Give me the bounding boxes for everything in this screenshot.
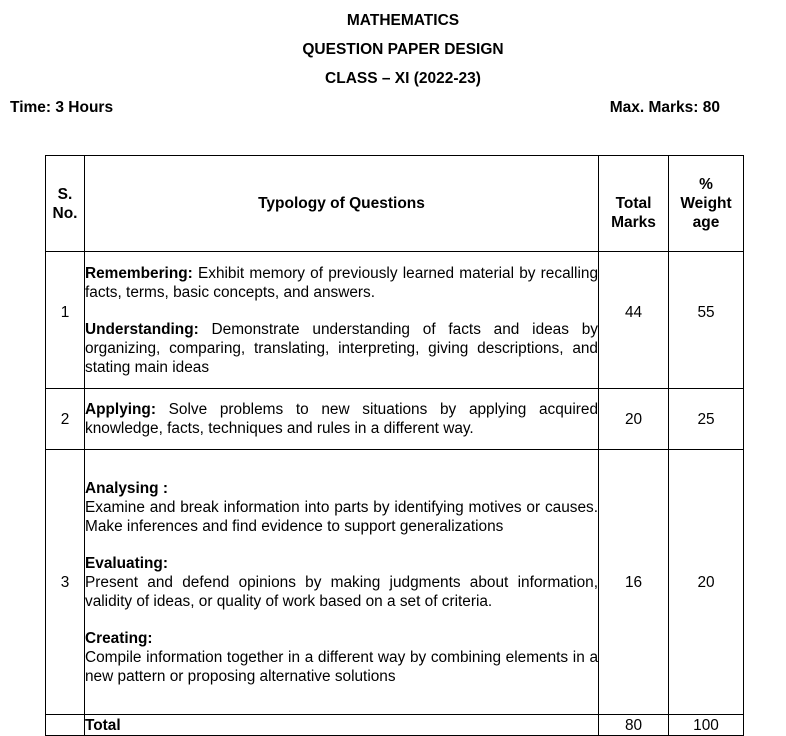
level-creating xyxy=(85,629,598,686)
header-total-line1: Total xyxy=(615,194,652,212)
row-serial-number: 3 xyxy=(46,450,85,715)
level-name: Analysing : xyxy=(85,479,168,497)
table-row xyxy=(46,252,744,389)
document-subject: MATHEMATICS xyxy=(346,12,460,29)
row-weightage: 25 xyxy=(669,389,744,450)
exam-time: Time: 3 Hours xyxy=(10,99,114,116)
level-remembering xyxy=(85,264,598,302)
level-name: Understanding: xyxy=(85,320,199,338)
level-understanding xyxy=(85,320,598,377)
question-paper-design-table xyxy=(45,155,744,736)
row-weightage: 20 xyxy=(669,450,744,715)
total-row-marks: 80 xyxy=(599,715,669,736)
document-title: QUESTION PAPER DESIGN xyxy=(302,41,504,58)
level-evaluating xyxy=(85,554,598,611)
header-typology: Typology of Questions xyxy=(85,156,599,252)
level-applying xyxy=(85,400,598,438)
total-row-blank xyxy=(46,715,85,736)
level-name: Creating: xyxy=(85,629,153,647)
header-weight-line3: age xyxy=(692,214,720,231)
total-row-label: Total xyxy=(85,715,599,736)
table-row xyxy=(46,389,744,450)
level-description: Compile information together in a different way by combining elements in a new pattern or proposing alternative solutions xyxy=(85,648,598,685)
header-serial-line2: No. xyxy=(52,204,78,222)
document-class-year: CLASS – XI (2022-23) xyxy=(325,70,481,87)
level-name: Evaluating: xyxy=(85,554,168,572)
header-serial-number xyxy=(46,156,85,252)
row-serial-number: 1 xyxy=(46,252,85,389)
level-name: Remembering: xyxy=(85,264,193,282)
header-total-marks xyxy=(599,156,669,252)
row-total-marks: 16 xyxy=(599,450,669,715)
row-typology xyxy=(85,252,599,389)
max-marks: Max. Marks: 80 xyxy=(609,99,720,116)
total-row-weightage: 100 xyxy=(669,715,744,736)
table-header-row xyxy=(46,156,744,252)
header-total-line2: Marks xyxy=(611,213,656,231)
level-description: Exhibit memory of previously learned material by recalling facts, terms, basic concepts, and answers. xyxy=(85,264,599,301)
header-serial-line1: S. xyxy=(57,185,73,203)
row-weightage: 55 xyxy=(669,252,744,389)
header-weight-line2: Weight xyxy=(680,195,732,212)
level-description: Examine and break information into parts by identifying motives or causes. Make inferences and find evidence to support generalizations xyxy=(85,498,598,535)
header-weightage xyxy=(669,156,744,252)
level-name: Applying: xyxy=(85,401,156,418)
row-total-marks: 20 xyxy=(599,389,669,450)
row-typology xyxy=(85,450,599,715)
header-weight-line1: % xyxy=(699,176,713,193)
table-row xyxy=(46,450,744,715)
row-serial-number: 2 xyxy=(46,389,85,450)
level-analysing xyxy=(85,479,598,536)
level-description: Present and defend opinions by making judgments about information, validity of ideas, or quality of work based on a set of criteria. xyxy=(85,573,598,610)
row-typology xyxy=(85,389,599,450)
table-total-row xyxy=(46,715,744,736)
row-total-marks: 44 xyxy=(599,252,669,389)
level-description: Solve problems to new situations by applying acquired knowledge, facts, techniques and rules in a different way. xyxy=(85,401,598,437)
level-description: Demonstrate understanding of facts and ideas by organizing, comparing, translating, interpreting, giving descriptions, and stating main ideas xyxy=(85,320,598,376)
